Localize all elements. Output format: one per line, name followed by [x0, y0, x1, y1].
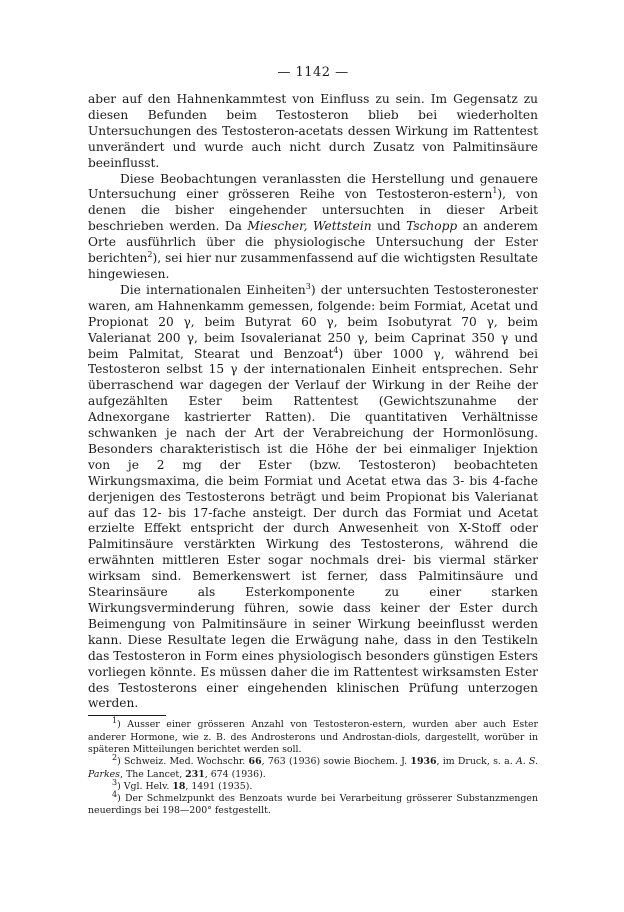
volume-number: 231 [185, 768, 205, 780]
main-text [88, 92, 538, 712]
paragraph-text: Die internationalen Einheiten [120, 282, 306, 297]
volume-number: 1936 [410, 756, 437, 768]
paragraph-text: an anderem Orte ausführlich über die physiologische Untersuchung der Ester berichten [88, 219, 538, 266]
footnote-text: , 763 (1936) sowie Biochem. J. [261, 756, 411, 768]
footnote-marker: 1 [492, 186, 498, 196]
volume-number: 66 [248, 756, 262, 768]
volume-number: 18 [172, 780, 186, 792]
footnote [88, 716, 538, 756]
author-name: A. S. Parkes [88, 756, 539, 780]
footnote-text: , im Druck, s. a. [436, 756, 516, 768]
footnote-marker: 3 [305, 281, 311, 291]
paragraph-text: aber auf den Hahnenkammtest von Einfluss zu sein. Im Gegensatz zu diesen Befunden beim Testosteron blieb bei wiederholten Untersuchungen des Testosteron-acetats dessen Wirkung im Rattentest unverändert und wurde auch nicht durch Zusatz von Palmitinsäure beeinflusst. [88, 92, 538, 170]
footnote-marker: 4 [112, 790, 118, 799]
paragraph [88, 92, 538, 172]
footnote [88, 753, 539, 781]
paragraph [88, 283, 538, 712]
journal-page [88, 64, 538, 818]
footnote [88, 777, 538, 793]
author-name: Miescher, Wettstein [247, 219, 372, 234]
paragraph-text: ) der untersuchten Testosteronester waren, am Hahnenkamm gemessen, folgende: beim Formiat, Acetat und Propionat 20 γ, beim Butyrat 60 γ, beim Isobutyrat 70 γ, beim Valerianat 200 γ, beim Isovalerianat 250 γ, beim Caprinat 350 γ und beim Palmitat, Stearat und Benzoat [88, 282, 538, 361]
paragraph-text: Diese Beobachtungen veranlassten die Herstellung und genauere Untersuchung einer grösseren Reihe von Testosteron-estern [88, 171, 538, 202]
footnote-text: , The Lancet, [120, 768, 186, 780]
footnote-text: ) Schweiz. Med. Wochschr. [117, 756, 249, 768]
footnote-marker: 3 [112, 777, 118, 787]
footnote [88, 790, 538, 818]
footnote-separator [88, 715, 166, 716]
footnote-marker: 2 [147, 250, 153, 259]
paragraph-text: ), sei hier nur zusammenfassend auf die wichtigsten Resultate hingewiesen. [88, 251, 538, 281]
paragraph-text: ), von denen die bisher eingehender untersuchten in dieser Arbeit beschrieben werden. Da [88, 187, 538, 234]
footnote-marker: 1 [112, 716, 118, 726]
paragraph-text: und [371, 219, 407, 234]
author-name: Tschopp [406, 219, 458, 234]
page-number: — 1142 — [277, 65, 349, 80]
footnote-text: , 674 (1936). [204, 768, 266, 780]
footnotes [88, 716, 539, 817]
footnote-text: , 1491 (1935). [185, 780, 253, 792]
paragraph-text: ) über 1000 γ, während bei Testosteron selbst 15 γ der internationalen Einheit entsprechen. Sehr überraschend war dagegen der Verlauf der Wirkung in der Reihe der aufgezählten Ester beim Rattentest (Gewichtszunahme der Adnexorgane kastrierter Ratten). Die quantitativen Verhältnisse schwanken je nach der Art der Verabreichung der Hormonlösung. Besonders charakteristisch ist die Höhe der bei einmaliger Injektion von je 2 mg der Ester (bzw. Testosteron) beobachteten Wirkungsmaxima, die beim Formiat und Acetat etwa das 3- bis 4-fache derjenigen des Testosterons beträgt und beim Propionat bis Valerianat auf das 12- bis 17-fache ansteigt. Der durch das Formiat und Acetat erzielte Effekt entspricht der durch Anwesenheit von X-Stoff oder Palmitinsäure verstärkten Wirkung des Testosterons, während die erwähnten mittleren Ester sogar nochmals drei- bis viermal stärker wirksam sind. Bemerkenswert ist ferner, dass Palmitinsäure und Stearinsäure als Esterkomponente zu einer starken Wirkungsverminderung führen, sowie dass keiner der Ester durch Beimengung von Palmitinsäure in seiner Wirkung beeinflusst werden kann. Diese Resultate legen die Erwägung nahe, dass in den Testikeln das Testosteron in Form eines physiologisch besonders günstigen Esters vorliegen könnte. Es müssen daher die im Rattentest wirksamsten Ester des Testosterons einer eingehenden klinischen Prüfung unterzogen werden. [88, 346, 539, 711]
footnote-text: ) Ausser einer grösseren Anzahl von Testosteron-estern, wurden aber auch Ester anderer Hormone, wie z. B. des Androsterons und Androstan-diols, dargestellt, worüber in späteren Mitteilungen berichtet werden soll. [88, 719, 538, 755]
footnote-text: ) Der Schmelzpunkt des Benzoats wurde bei Verarbeitung grösserer Substanzmengen neuerdings bei 198—200° festgestellt. [88, 793, 538, 817]
paragraph [88, 172, 538, 283]
footnote-marker: 2 [112, 753, 118, 763]
footnote-text: ) Vgl. Helv. [117, 780, 173, 792]
footnote-marker: 4 [333, 345, 339, 355]
